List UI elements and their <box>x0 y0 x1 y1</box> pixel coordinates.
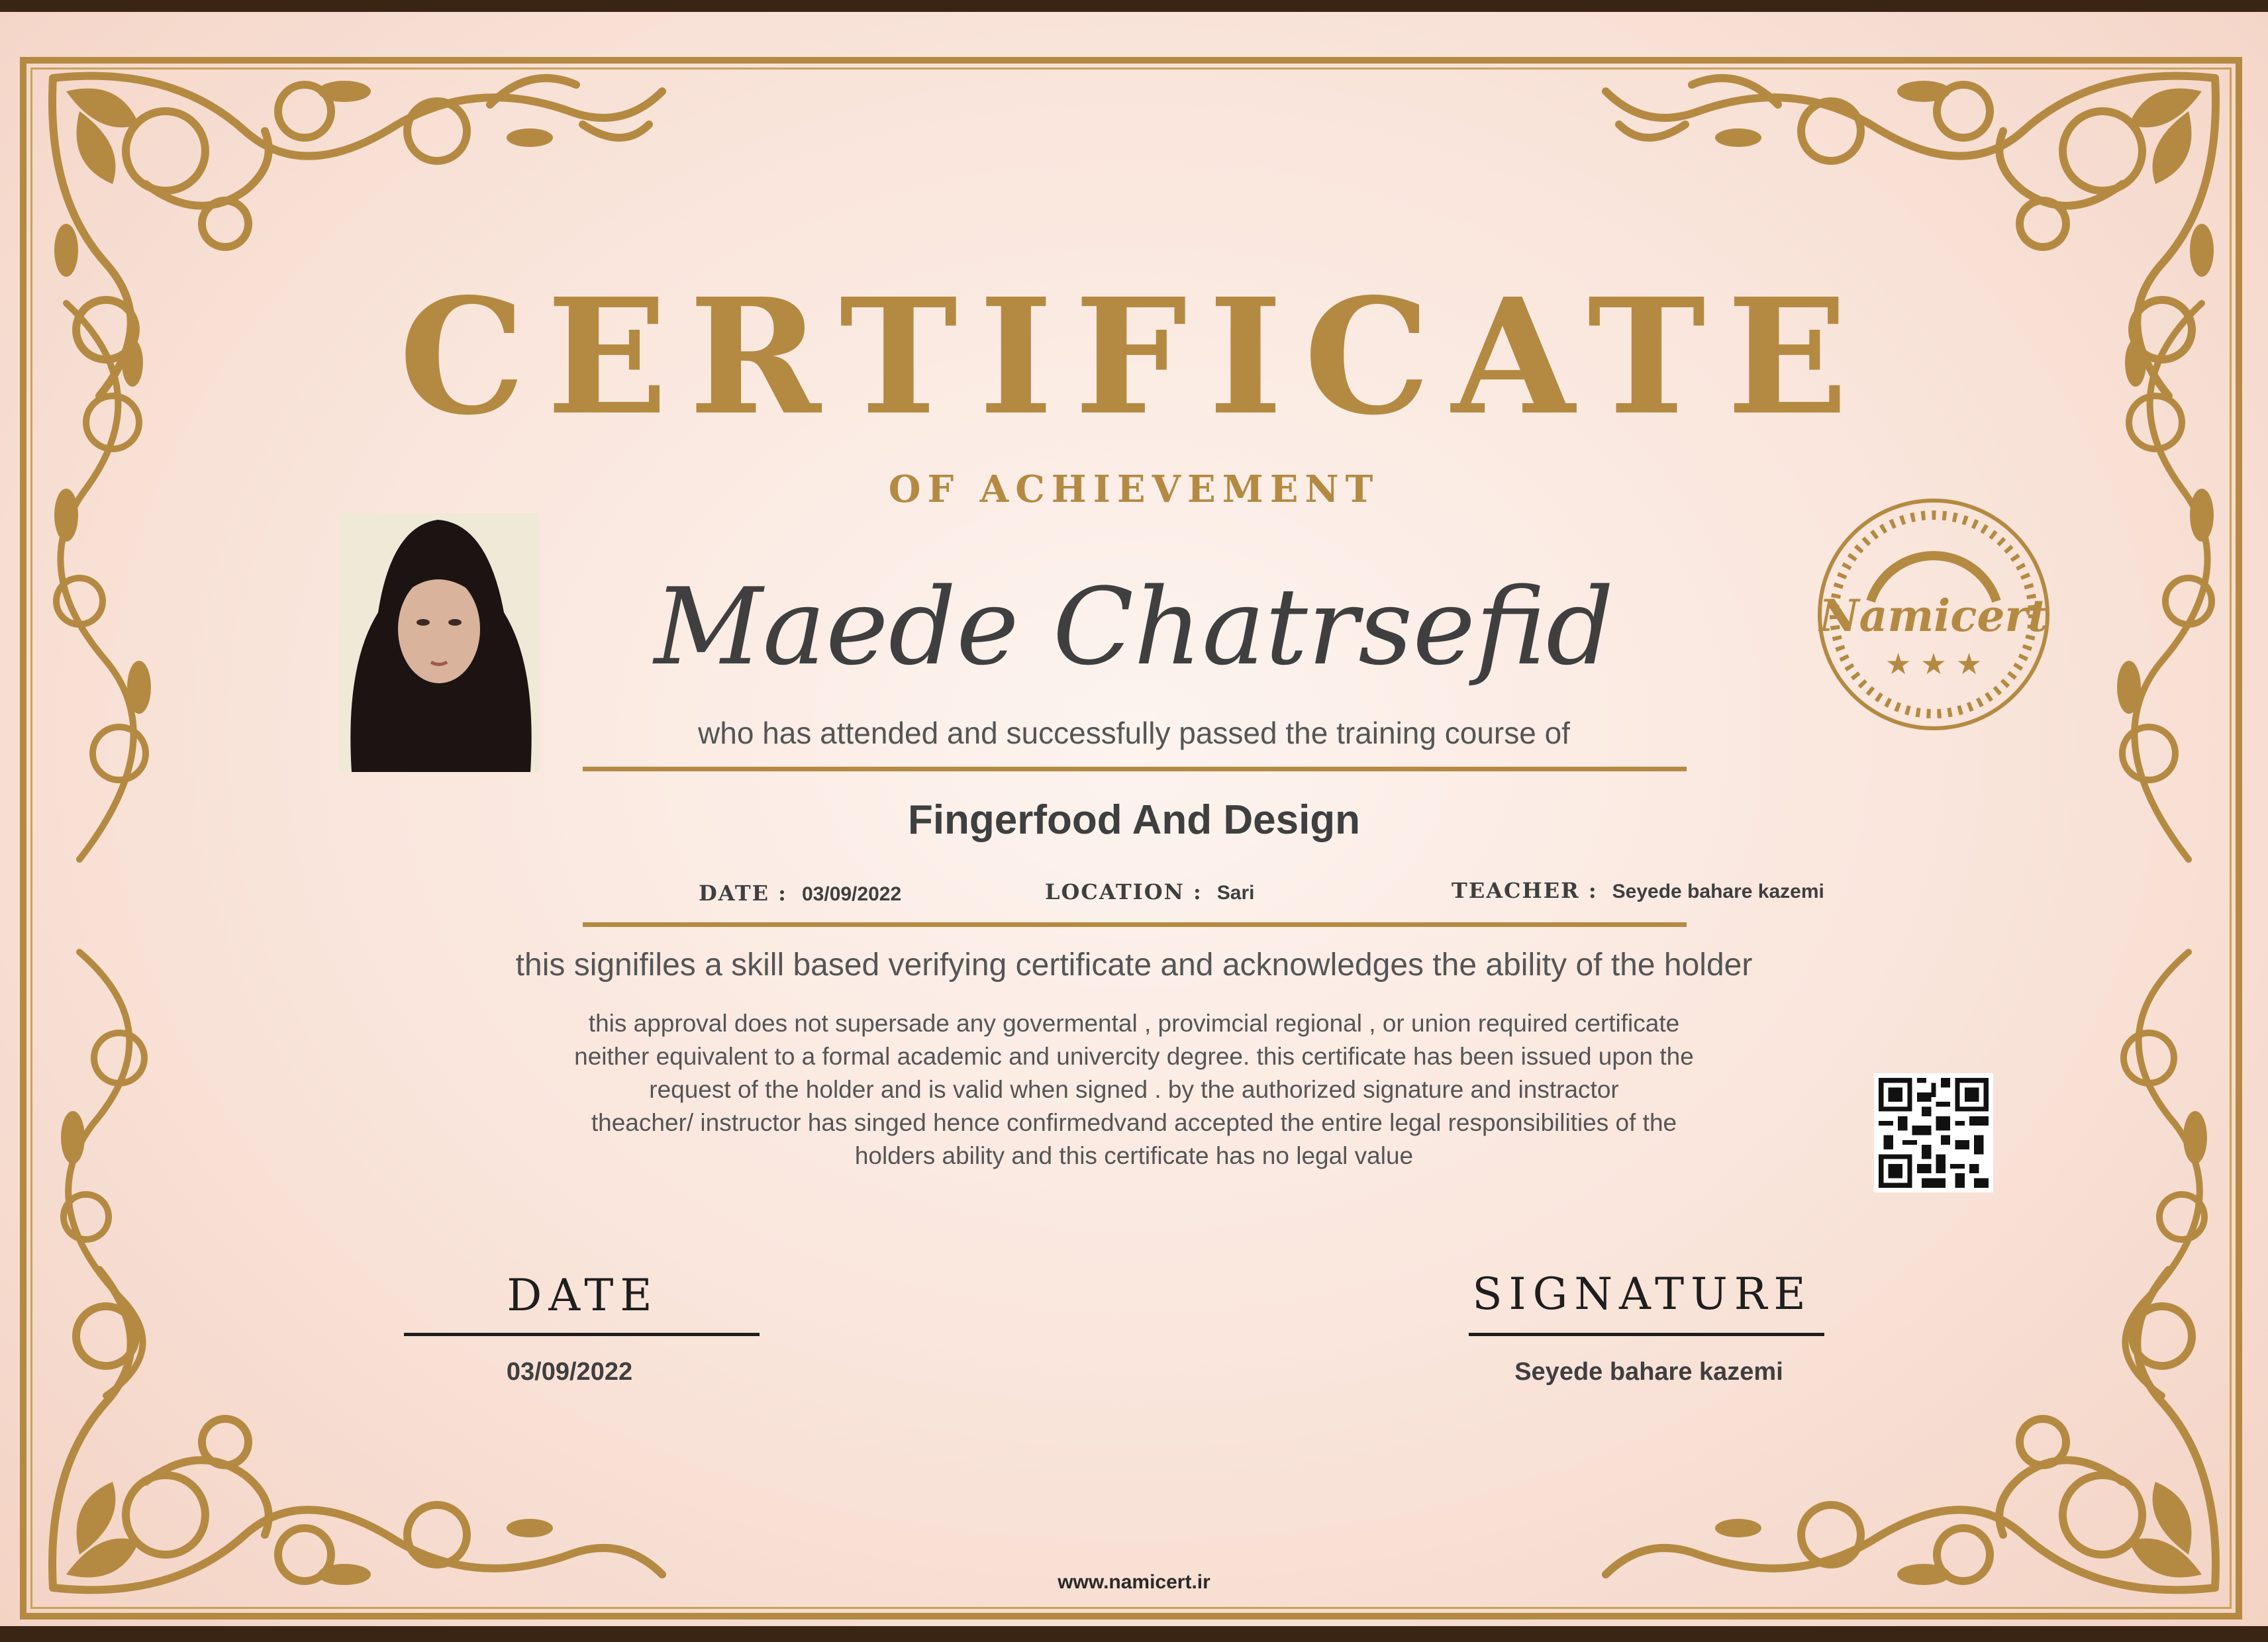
meta-location <box>1045 879 1255 904</box>
qr-code-icon <box>1874 1073 1993 1192</box>
svg-text:★ ★ ★: ★ ★ ★ <box>1885 648 1983 681</box>
meta-location-value: Sari <box>1216 882 1255 904</box>
disclaimer-line: theacher/ instructor has singed hence confirmedvand accepted the entire legal responsibilities of the <box>591 1109 1677 1136</box>
meta-teacher-value: Seyede bahare kazemi <box>1612 881 1824 902</box>
disclaimer-line: neither equivalent to a formal academic and univercity degree. this certificate has been issued upon the <box>574 1043 1694 1070</box>
meta-teacher-label: TEACHER : <box>1452 878 1598 903</box>
certificate-title: CERTIFICATE <box>399 264 1869 450</box>
signature-value: Seyede bahare kazemi <box>1514 1358 1783 1386</box>
flourish-ornament-icon <box>2069 939 2242 1402</box>
date-caption: DATE <box>507 1270 659 1321</box>
signature-line <box>1469 1333 1824 1336</box>
meta-location-label: LOCATION : <box>1045 879 1203 904</box>
course-name: Fingerfood And Design <box>907 797 1361 843</box>
date-line <box>404 1333 760 1336</box>
seal-text: Namicert <box>1819 590 2048 642</box>
disclaimer <box>517 1007 1751 1173</box>
signifies-text: this signifiles a skill based verifying certificate and acknowledges the ability of the holder <box>515 947 1753 983</box>
divider <box>583 922 1687 927</box>
disclaimer-line: request of the holder and is valid when signed . by the authorized signature and instractor <box>649 1076 1619 1103</box>
meta-date-label: DATE : <box>699 881 787 906</box>
recipient-name: Maede Chatrsefid <box>654 565 1614 689</box>
meta-date <box>699 881 901 906</box>
date-sign-value: 03/09/2022 <box>506 1358 633 1386</box>
certificate-sheet <box>0 12 2268 1626</box>
meta-date-value: 03/09/2022 <box>801 883 902 905</box>
disclaimer-line: holders ability and this certificate has no legal value <box>854 1142 1414 1169</box>
signature-caption: SIGNATURE <box>1472 1269 1812 1320</box>
divider <box>583 767 1687 771</box>
website-link[interactable]: www.namicert.ir <box>1058 1571 1210 1593</box>
flourish-ornament-icon <box>26 939 199 1402</box>
attended-text: who has attended and successfully passed the training course of <box>698 716 1570 750</box>
certificate-subtitle: OF ACHIEVEMENT <box>888 467 1380 511</box>
disclaimer-line: this approval does not supersade any govermental , provimcial regional , or union required certificate <box>588 1010 1680 1037</box>
meta-teacher <box>1452 878 1824 903</box>
